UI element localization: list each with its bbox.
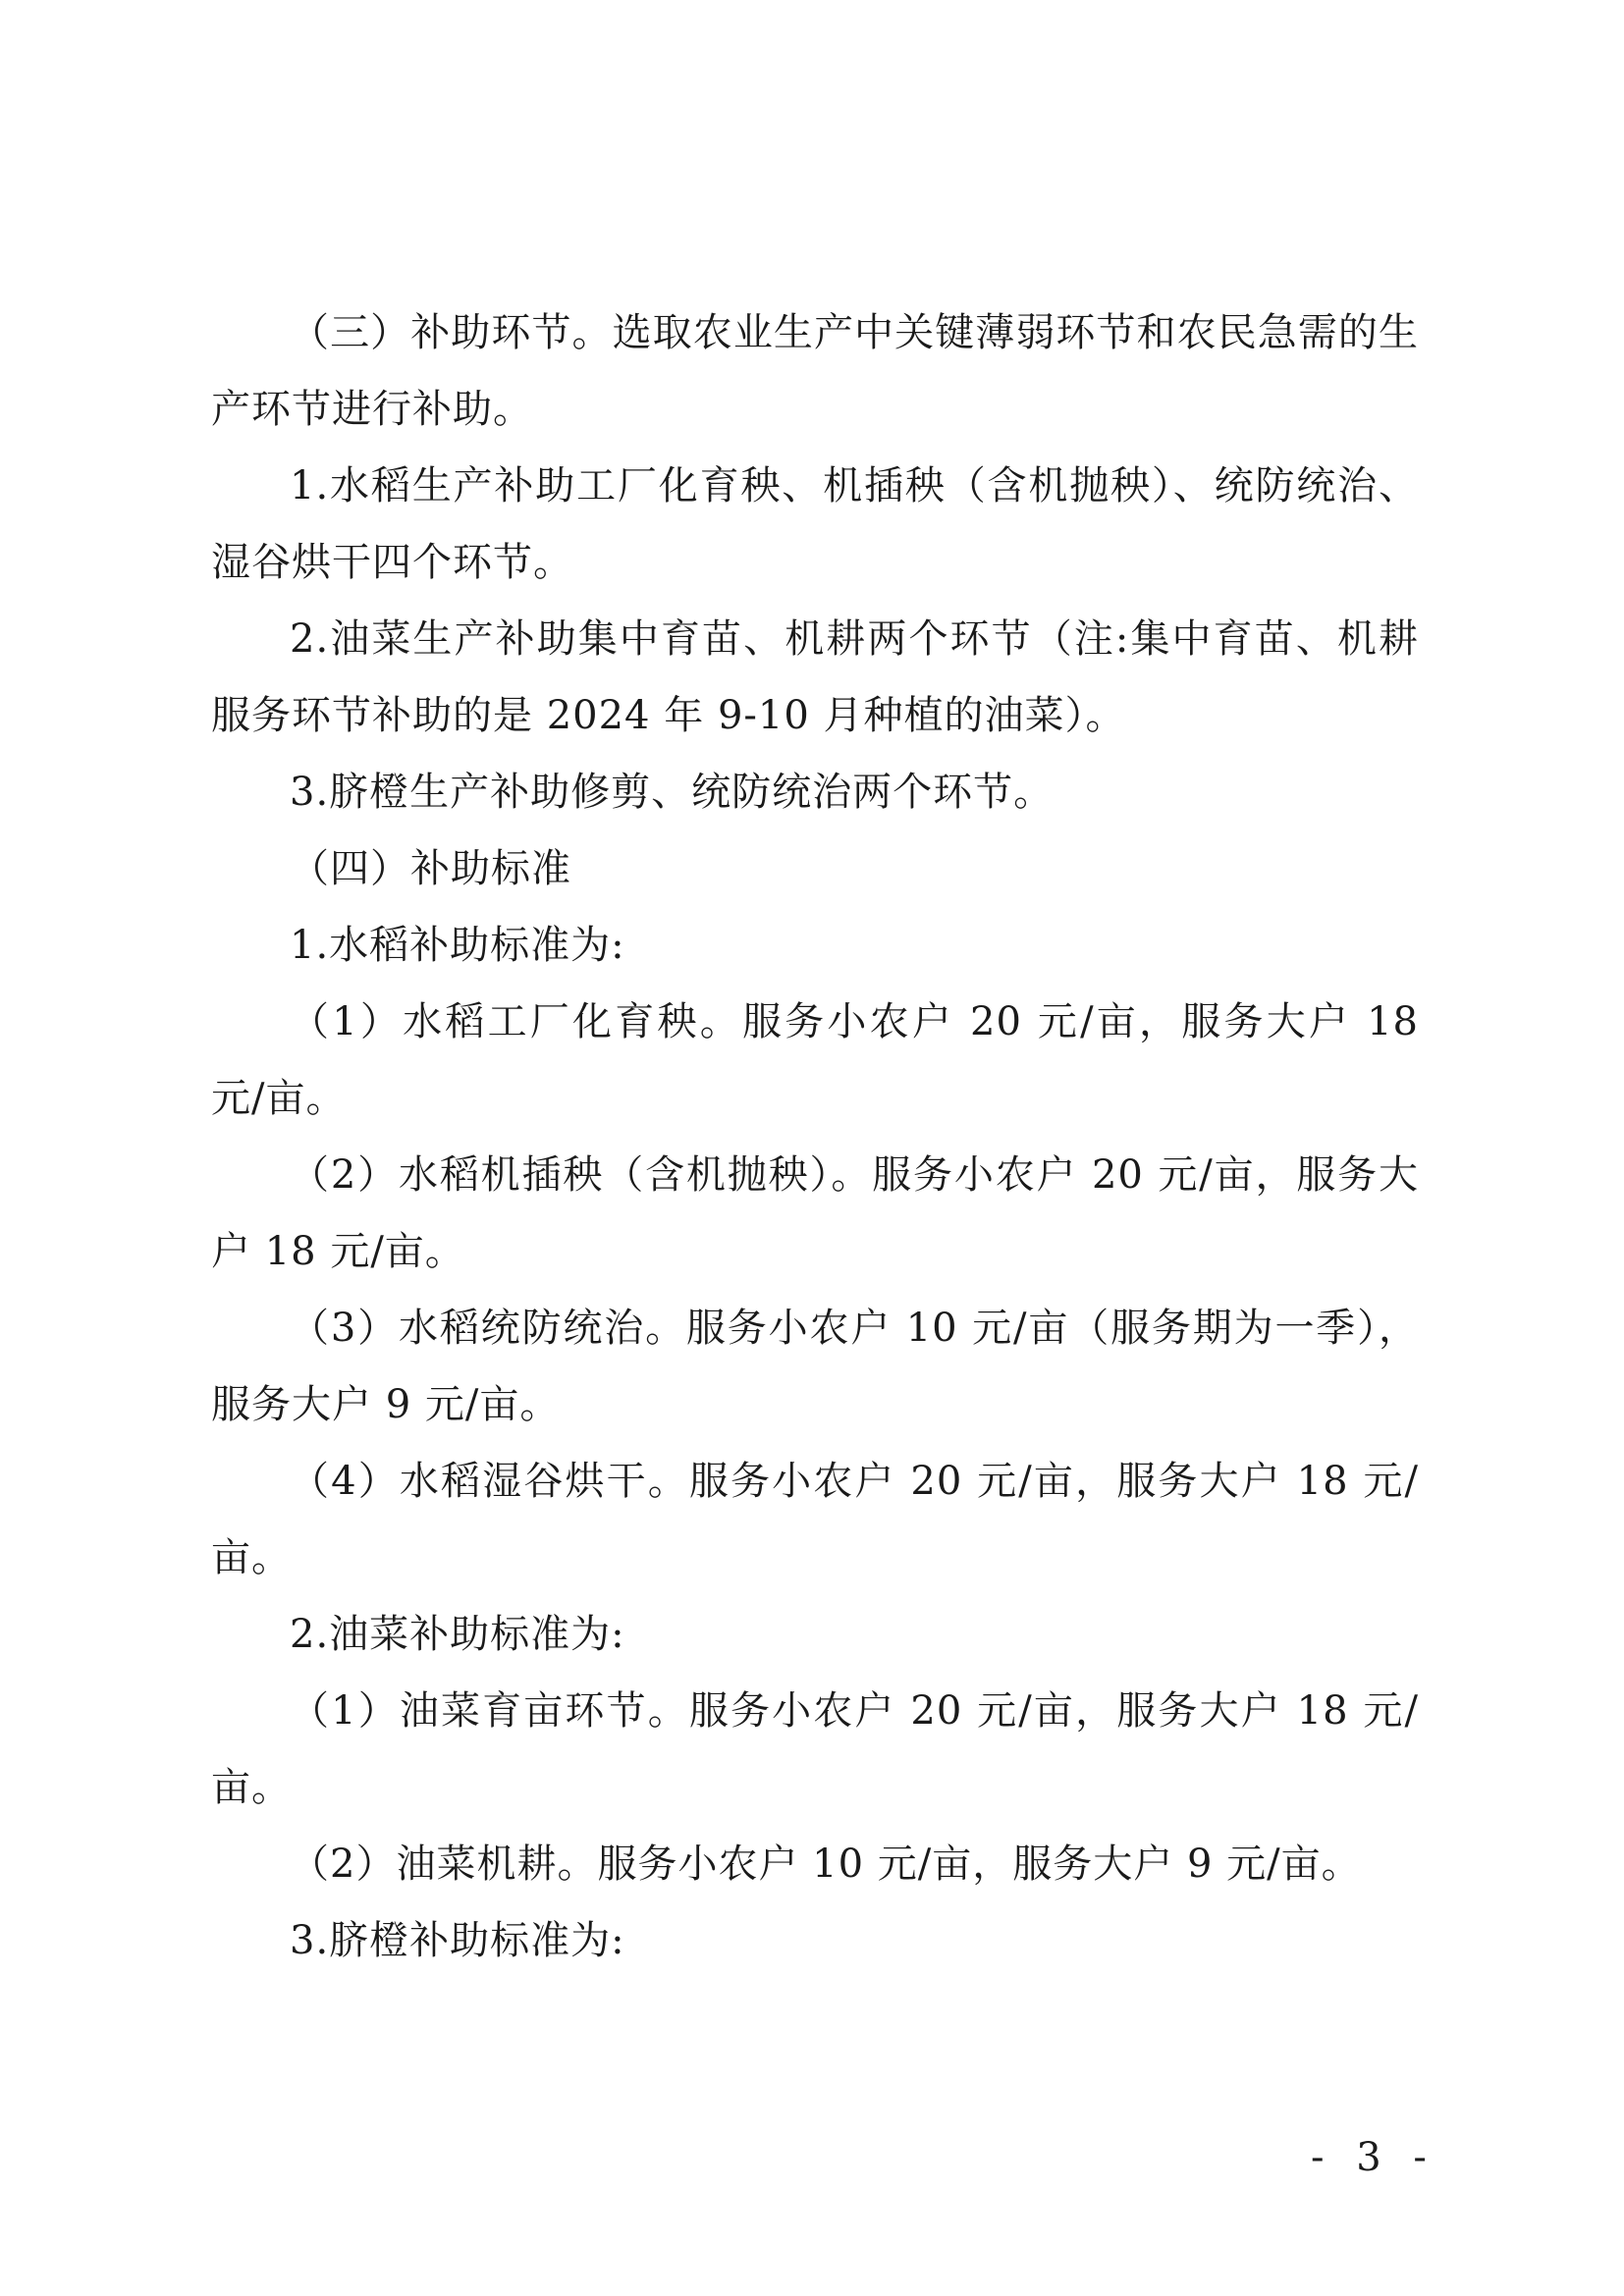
- section-heading-subsidy-links: （三）补助环节。选取农业生产中关键薄弱环节和农民急需的生产环节进行补助。: [211, 310, 1419, 432]
- paragraph-rapeseed-tillage: （2）油菜机耕。服务小农户 10 元/亩，服务大户 9 元/亩。: [290, 1842, 1362, 1887]
- paragraph-rapeseed-standards-title: 2.油菜补助标准为:: [290, 1612, 625, 1657]
- paragraph-rice-transplanting: （2）水稻机插秧（含机抛秧）。服务小农户 20 元/亩，服务大户 18 元/亩。: [211, 1152, 1419, 1274]
- paragraph-rice-drying: （4）水稻湿谷烘干。服务小农户 20 元/亩，服务大户 18 元/亩。: [211, 1459, 1419, 1580]
- document-body: [211, 294, 1419, 1979]
- paragraph-rice-pest-control: （3）水稻统防统治。服务小农户 10 元/亩（服务期为一季），服务大户 9 元/亩。: [211, 1306, 1419, 1427]
- paragraph-rice-seedling: （1）水稻工厂化育秧。服务小农户 20 元/亩，服务大户 18 元/亩。: [211, 999, 1419, 1121]
- paragraph-navel-orange-links: 3.脐橙生产补助修剪、统防统治两个环节。: [290, 770, 1055, 815]
- section-heading-subsidy-standards: （四）补助标准: [290, 846, 571, 891]
- paragraph-rapeseed-seedling: （1）油菜育亩环节。服务小农户 20 元/亩，服务大户 18 元/亩。: [211, 1688, 1419, 1810]
- page-number: - 3 -: [1311, 2135, 1436, 2180]
- paragraph-rapeseed-links: 2.油菜生产补助集中育苗、机耕两个环节（注:集中育苗、机耕服务环节补助的是 2024 年 9-10 月种植的油菜）。: [211, 616, 1419, 738]
- paragraph-navel-orange-standards-title: 3.脐橙补助标准为:: [290, 1918, 625, 1963]
- paragraph-rice-standards-title: 1.水稻补助标准为:: [290, 923, 625, 968]
- paragraph-rice-links: 1.水稻生产补助工厂化育秧、机插秧（含机抛秧）、统防统治、湿谷烘干四个环节。: [211, 463, 1419, 585]
